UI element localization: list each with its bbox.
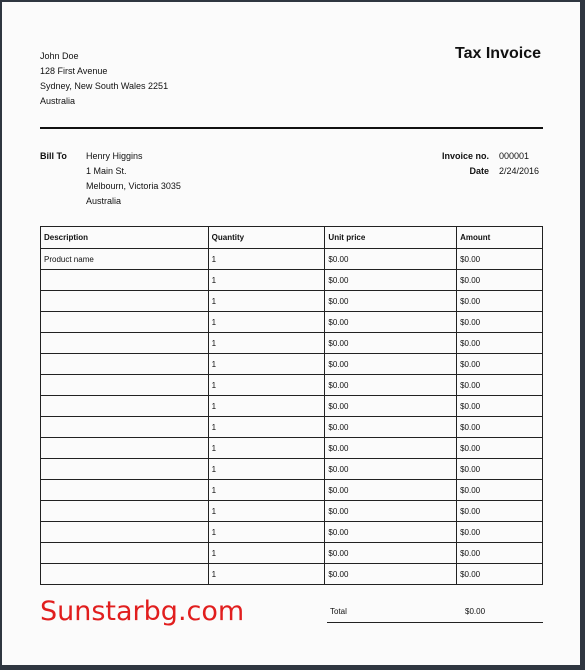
invoice-number-label: Invoice no. — [441, 151, 489, 161]
table-row — [41, 438, 543, 459]
sender-country: Australia — [40, 96, 76, 106]
invoice-date-row — [442, 164, 541, 179]
table-row — [41, 312, 543, 333]
table-header-row — [41, 227, 543, 249]
cell-unit-price: $0.00 — [325, 270, 457, 291]
sender-city: Sydney, New South Wales 2251 — [40, 81, 169, 91]
header-divider — [40, 127, 543, 129]
cell-quantity: 1 — [208, 564, 325, 585]
table-row — [41, 564, 543, 585]
cell-description — [41, 501, 209, 522]
cell-amount: $0.00 — [457, 417, 543, 438]
cell-amount: $0.00 — [457, 564, 543, 585]
cell-quantity: 1 — [208, 417, 325, 438]
invoice-date-value: 2/24/2016 — [499, 166, 540, 176]
cell-amount: $0.00 — [457, 501, 543, 522]
invoice-number-value: 000001 — [499, 151, 530, 161]
cell-amount: $0.00 — [457, 543, 543, 564]
bill-to-name: Henry Higgins — [86, 151, 143, 161]
cell-quantity: 1 — [208, 312, 325, 333]
table-row — [41, 375, 543, 396]
table-row — [41, 417, 543, 438]
header-quantity: Quantity — [208, 227, 325, 249]
cell-unit-price: $0.00 — [325, 459, 457, 480]
cell-description — [41, 480, 209, 501]
cell-amount: $0.00 — [457, 375, 543, 396]
total-label: Total — [330, 607, 347, 616]
cell-amount: $0.00 — [457, 522, 543, 543]
document-title: Tax Invoice — [455, 45, 541, 62]
header-description: Description — [41, 227, 209, 249]
cell-amount: $0.00 — [457, 396, 543, 417]
table-row — [41, 501, 543, 522]
invoice-date-label: Date — [469, 166, 489, 176]
cell-unit-price: $0.00 — [325, 354, 457, 375]
cell-amount: $0.00 — [457, 438, 543, 459]
cell-amount: $0.00 — [457, 480, 543, 501]
cell-description — [41, 312, 209, 333]
cell-unit-price: $0.00 — [325, 249, 457, 270]
bill-to-country: Australia — [86, 196, 122, 206]
bill-to-address — [86, 149, 181, 209]
bill-to-label: Bill To — [40, 151, 67, 161]
cell-unit-price: $0.00 — [325, 522, 457, 543]
bill-to-street: 1 Main St. — [86, 166, 127, 176]
cell-amount: $0.00 — [457, 270, 543, 291]
cell-unit-price: $0.00 — [325, 480, 457, 501]
table-row — [41, 522, 543, 543]
cell-quantity: 1 — [208, 522, 325, 543]
sender-street: 128 First Avenue — [40, 66, 108, 76]
table-row — [41, 396, 543, 417]
cell-description — [41, 375, 209, 396]
cell-quantity: 1 — [208, 333, 325, 354]
cell-quantity: 1 — [208, 291, 325, 312]
cell-unit-price: $0.00 — [325, 396, 457, 417]
cell-quantity: 1 — [208, 480, 325, 501]
cell-quantity: 1 — [208, 354, 325, 375]
header-amount: Amount — [457, 227, 543, 249]
table-row — [41, 354, 543, 375]
cell-description — [41, 459, 209, 480]
cell-unit-price: $0.00 — [325, 543, 457, 564]
cell-amount: $0.00 — [457, 249, 543, 270]
table-row — [41, 333, 543, 354]
cell-unit-price: $0.00 — [325, 438, 457, 459]
cell-unit-price: $0.00 — [325, 312, 457, 333]
bill-to-city: Melbourn, Victoria 3035 — [86, 181, 181, 191]
cell-description — [41, 438, 209, 459]
cell-amount: $0.00 — [457, 291, 543, 312]
sender-name: John Doe — [40, 51, 79, 61]
cell-description — [41, 291, 209, 312]
cell-quantity: 1 — [208, 543, 325, 564]
cell-quantity: 1 — [208, 459, 325, 480]
cell-description: Product name — [41, 249, 209, 270]
cell-description — [41, 522, 209, 543]
cell-quantity: 1 — [208, 375, 325, 396]
cell-unit-price: $0.00 — [325, 333, 457, 354]
cell-quantity: 1 — [208, 270, 325, 291]
cell-unit-price: $0.00 — [325, 501, 457, 522]
cell-unit-price: $0.00 — [325, 417, 457, 438]
table-row — [41, 270, 543, 291]
watermark-text: Sunstarbg.com — [40, 596, 245, 627]
table-row — [41, 249, 543, 270]
cell-quantity: 1 — [208, 396, 325, 417]
cell-amount: $0.00 — [457, 459, 543, 480]
cell-quantity: 1 — [208, 249, 325, 270]
invoice-meta — [442, 149, 541, 179]
sender-address — [40, 49, 168, 109]
table-row — [41, 543, 543, 564]
cell-quantity: 1 — [208, 501, 325, 522]
cell-unit-price: $0.00 — [325, 375, 457, 396]
cell-quantity: 1 — [208, 438, 325, 459]
table-row — [41, 480, 543, 501]
cell-description — [41, 417, 209, 438]
total-value: $0.00 — [465, 607, 486, 616]
total-row — [327, 601, 543, 623]
invoice-page — [2, 2, 580, 665]
cell-unit-price: $0.00 — [325, 291, 457, 312]
header-unit-price: Unit price — [325, 227, 457, 249]
cell-amount: $0.00 — [457, 354, 543, 375]
invoice-number-row — [442, 149, 541, 164]
cell-description — [41, 354, 209, 375]
cell-amount: $0.00 — [457, 333, 543, 354]
cell-description — [41, 543, 209, 564]
cell-description — [41, 396, 209, 417]
cell-description — [41, 333, 209, 354]
cell-description — [41, 564, 209, 585]
line-items-table — [40, 226, 543, 585]
cell-amount: $0.00 — [457, 312, 543, 333]
cell-description — [41, 270, 209, 291]
table-row — [41, 459, 543, 480]
cell-unit-price: $0.00 — [325, 564, 457, 585]
table-row — [41, 291, 543, 312]
